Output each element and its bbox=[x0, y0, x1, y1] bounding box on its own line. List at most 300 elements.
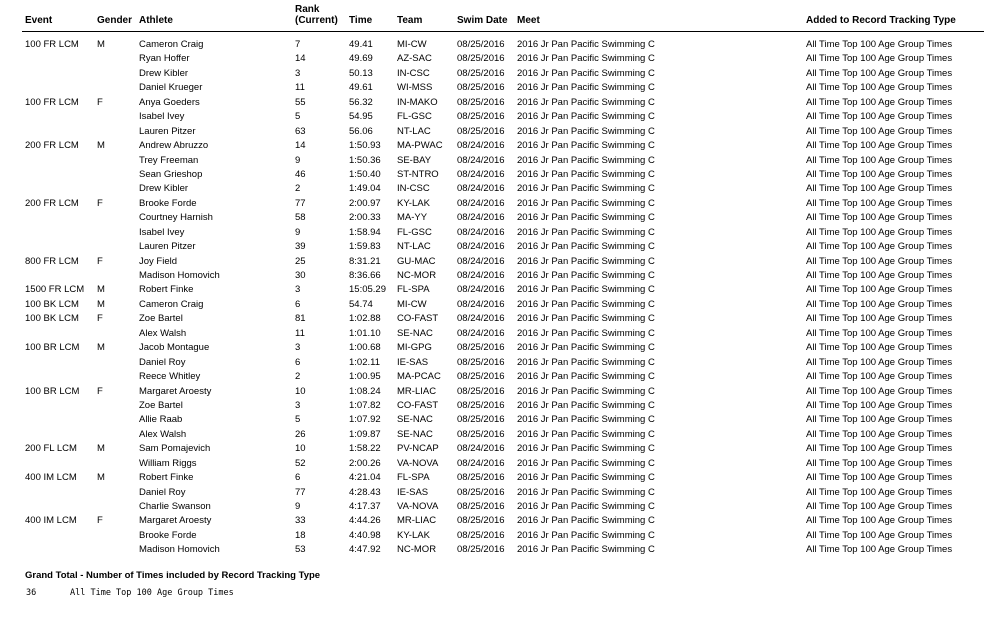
athlete-cell: Allie Raab bbox=[139, 414, 183, 426]
time-cell: 49.69 bbox=[349, 53, 373, 65]
event-cell: 100 BK LCM bbox=[25, 298, 79, 310]
record-type-cell: All Time Top 100 Age Group Times bbox=[806, 529, 953, 541]
gender-cell: M bbox=[97, 284, 105, 296]
swim-date-cell: 08/24/2016 bbox=[457, 168, 505, 180]
team-cell: SE-BAY bbox=[397, 154, 432, 166]
record-type-cell: All Time Top 100 Age Group Times bbox=[806, 212, 953, 224]
header-team: Team bbox=[397, 15, 423, 26]
meet-cell: 2016 Jr Pan Pacific Swimming C bbox=[517, 443, 655, 455]
team-cell: PV-NCAP bbox=[397, 443, 439, 455]
athlete-cell: Madison Homovich bbox=[139, 544, 220, 556]
swim-date-cell: 08/24/2016 bbox=[457, 284, 505, 296]
team-cell: IN-CSC bbox=[397, 67, 430, 79]
time-cell: 1:07.82 bbox=[349, 399, 381, 411]
swim-date-cell: 08/24/2016 bbox=[457, 270, 505, 281]
gender-cell: M bbox=[97, 443, 105, 455]
team-cell: IN-CSC bbox=[397, 183, 430, 195]
athlete-cell: Drew Kibler bbox=[139, 67, 189, 79]
team-cell: IE-SAS bbox=[397, 356, 429, 368]
record-type-cell: All Time Top 100 Age Group Times bbox=[806, 140, 953, 152]
table-row bbox=[0, 139, 996, 153]
rank-cell: 11 bbox=[295, 327, 305, 339]
rank-cell: 5 bbox=[295, 111, 301, 123]
rank-cell: 77 bbox=[295, 486, 306, 498]
time-cell: 1:50.40 bbox=[349, 168, 381, 180]
time-cell: 56.32 bbox=[349, 96, 373, 108]
athlete-cell: Zoe Bartel bbox=[139, 399, 183, 411]
rank-cell: 30 bbox=[295, 270, 306, 281]
table-row bbox=[0, 514, 996, 528]
time-cell: 2:00.26 bbox=[349, 457, 381, 469]
time-cell: 1:50.93 bbox=[349, 140, 381, 152]
record-type-cell: All Time Top 100 Age Group Times bbox=[806, 356, 953, 368]
team-cell: NT-LAC bbox=[397, 241, 431, 253]
table-row bbox=[0, 500, 996, 514]
swim-date-cell: 08/24/2016 bbox=[457, 313, 505, 325]
team-cell: CO-FAST bbox=[397, 399, 439, 411]
event-cell: 200 FL LCM bbox=[25, 443, 77, 455]
grand-total-count: 36 bbox=[26, 588, 37, 598]
gender-cell: F bbox=[97, 96, 103, 108]
record-type-cell: All Time Top 100 Age Group Times bbox=[806, 241, 953, 253]
meet-cell: 2016 Jr Pan Pacific Swimming C bbox=[517, 371, 655, 383]
time-cell: 1:59.83 bbox=[349, 241, 381, 253]
table-row bbox=[0, 52, 996, 66]
time-cell: 2:00.97 bbox=[349, 197, 381, 209]
time-cell: 1:09.87 bbox=[349, 428, 381, 440]
record-type-cell: All Time Top 100 Age Group Times bbox=[806, 472, 953, 484]
meet-cell: 2016 Jr Pan Pacific Swimming C bbox=[517, 327, 655, 339]
team-cell: AZ-SAC bbox=[397, 53, 432, 65]
time-cell: 54.95 bbox=[349, 111, 373, 123]
team-cell: FL-SPA bbox=[397, 472, 430, 484]
table-row bbox=[0, 543, 996, 557]
event-cell: 100 BR LCM bbox=[25, 385, 80, 397]
grand-total-type: All Time Top 100 Age Group Times bbox=[70, 588, 234, 598]
athlete-cell: Charlie Swanson bbox=[139, 501, 211, 512]
record-type-cell: All Time Top 100 Age Group Times bbox=[806, 154, 953, 166]
table-row bbox=[0, 312, 996, 326]
record-type-cell: All Time Top 100 Age Group Times bbox=[806, 226, 953, 238]
meet-cell: 2016 Jr Pan Pacific Swimming C bbox=[517, 428, 655, 440]
rank-cell: 10 bbox=[295, 385, 306, 397]
record-type-cell: All Time Top 100 Age Group Times bbox=[806, 270, 953, 281]
team-cell: CO-FAST bbox=[397, 313, 439, 325]
record-type-cell: All Time Top 100 Age Group Times bbox=[806, 197, 953, 209]
team-cell: SE-NAC bbox=[397, 414, 433, 426]
time-cell: 1:00.95 bbox=[349, 371, 381, 383]
team-cell: MA-YY bbox=[397, 212, 428, 224]
swim-date-cell: 08/25/2016 bbox=[457, 342, 505, 354]
team-cell: KY-LAK bbox=[397, 197, 430, 209]
swim-date-cell: 08/25/2016 bbox=[457, 53, 505, 65]
time-cell: 1:02.11 bbox=[349, 356, 380, 368]
swim-date-cell: 08/25/2016 bbox=[457, 399, 505, 411]
rank-cell: 7 bbox=[295, 39, 301, 50]
swim-date-cell: 08/24/2016 bbox=[457, 154, 505, 166]
rank-cell: 81 bbox=[295, 313, 306, 325]
team-cell: IN-MAKO bbox=[397, 96, 438, 108]
time-cell: 4:40.98 bbox=[349, 529, 381, 541]
swim-date-cell: 08/25/2016 bbox=[457, 125, 505, 137]
meet-cell: 2016 Jr Pan Pacific Swimming C bbox=[517, 212, 655, 224]
record-type-cell: All Time Top 100 Age Group Times bbox=[806, 67, 953, 79]
table-row bbox=[0, 283, 996, 297]
meet-cell: 2016 Jr Pan Pacific Swimming C bbox=[517, 226, 655, 238]
time-cell: 8:36.66 bbox=[349, 270, 381, 281]
team-cell: MI-CW bbox=[397, 39, 427, 50]
table-row bbox=[0, 529, 996, 543]
gender-cell: M bbox=[97, 298, 105, 310]
table-row bbox=[0, 341, 996, 355]
time-cell: 56.06 bbox=[349, 125, 373, 137]
time-cell: 1:49.04 bbox=[349, 183, 381, 195]
rank-cell: 46 bbox=[295, 168, 306, 180]
meet-cell: 2016 Jr Pan Pacific Swimming C bbox=[517, 544, 655, 556]
athlete-cell: Cameron Craig bbox=[139, 298, 204, 310]
swim-date-cell: 08/25/2016 bbox=[457, 96, 505, 108]
rank-cell: 3 bbox=[295, 67, 301, 79]
meet-cell: 2016 Jr Pan Pacific Swimming C bbox=[517, 183, 655, 195]
header-record-tracking-type: Added to Record Tracking Type bbox=[806, 15, 956, 26]
meet-cell: 2016 Jr Pan Pacific Swimming C bbox=[517, 529, 655, 541]
swim-date-cell: 08/24/2016 bbox=[457, 140, 505, 152]
record-type-cell: All Time Top 100 Age Group Times bbox=[806, 53, 953, 65]
gender-cell: M bbox=[97, 140, 105, 152]
meet-cell: 2016 Jr Pan Pacific Swimming C bbox=[517, 168, 655, 180]
team-cell: VA-NOVA bbox=[397, 501, 439, 512]
athlete-cell: Robert Finke bbox=[139, 284, 194, 296]
record-type-cell: All Time Top 100 Age Group Times bbox=[806, 284, 953, 296]
rank-cell: 55 bbox=[295, 96, 306, 108]
record-type-cell: All Time Top 100 Age Group Times bbox=[806, 111, 953, 123]
gender-cell: M bbox=[97, 39, 105, 50]
table-row bbox=[0, 240, 996, 254]
swim-date-cell: 08/25/2016 bbox=[457, 82, 505, 94]
athlete-cell: Margaret Aroesty bbox=[139, 515, 212, 527]
time-cell: 4:47.92 bbox=[349, 544, 381, 556]
swim-date-cell: 08/24/2016 bbox=[457, 298, 505, 310]
time-cell: 2:00.33 bbox=[349, 212, 381, 224]
event-cell: 400 IM LCM bbox=[25, 515, 77, 527]
swim-date-cell: 08/24/2016 bbox=[457, 457, 505, 469]
athlete-cell: Daniel Roy bbox=[139, 486, 186, 498]
athlete-cell: Isabel Ivey bbox=[139, 226, 185, 238]
swim-date-cell: 08/25/2016 bbox=[457, 414, 505, 426]
athlete-cell: Lauren Pitzer bbox=[139, 125, 196, 137]
time-cell: 8:31.21 bbox=[349, 255, 381, 267]
rank-cell: 52 bbox=[295, 457, 306, 469]
gender-cell: M bbox=[97, 472, 105, 484]
athlete-cell: Sean Grieshop bbox=[139, 168, 203, 180]
rank-cell: 2 bbox=[295, 371, 301, 383]
table-row bbox=[0, 125, 996, 139]
swim-date-cell: 08/25/2016 bbox=[457, 472, 505, 484]
swim-date-cell: 08/25/2016 bbox=[457, 371, 505, 383]
rank-cell: 14 bbox=[295, 140, 306, 152]
gender-cell: F bbox=[97, 385, 103, 397]
meet-cell: 2016 Jr Pan Pacific Swimming C bbox=[517, 472, 655, 484]
table-row bbox=[0, 327, 996, 341]
meet-cell: 2016 Jr Pan Pacific Swimming C bbox=[517, 140, 655, 152]
meet-cell: 2016 Jr Pan Pacific Swimming C bbox=[517, 154, 655, 166]
team-cell: ST-NTRO bbox=[397, 168, 439, 180]
time-cell: 4:28.43 bbox=[349, 486, 381, 498]
athlete-cell: Zoe Bartel bbox=[139, 313, 183, 325]
record-type-cell: All Time Top 100 Age Group Times bbox=[806, 414, 953, 426]
event-cell: 200 FR LCM bbox=[25, 197, 79, 209]
athlete-cell: Robert Finke bbox=[139, 472, 194, 484]
meet-cell: 2016 Jr Pan Pacific Swimming C bbox=[517, 385, 655, 397]
meet-cell: 2016 Jr Pan Pacific Swimming C bbox=[517, 356, 655, 368]
meet-cell: 2016 Jr Pan Pacific Swimming C bbox=[517, 255, 655, 267]
event-cell: 800 FR LCM bbox=[25, 255, 79, 267]
record-type-cell: All Time Top 100 Age Group Times bbox=[806, 183, 953, 195]
record-type-cell: All Time Top 100 Age Group Times bbox=[806, 544, 953, 556]
athlete-cell: Margaret Aroesty bbox=[139, 385, 212, 397]
header-event: Event bbox=[25, 15, 53, 26]
gender-cell: F bbox=[97, 197, 103, 209]
table-row bbox=[0, 38, 996, 52]
athlete-cell: Alex Walsh bbox=[139, 327, 187, 339]
team-cell: MA-PCAC bbox=[397, 371, 441, 383]
rank-cell: 9 bbox=[295, 501, 301, 512]
time-cell: 49.41 bbox=[349, 39, 373, 50]
table-row bbox=[0, 399, 996, 413]
swim-date-cell: 08/24/2016 bbox=[457, 212, 505, 224]
swim-date-cell: 08/25/2016 bbox=[457, 39, 505, 50]
meet-cell: 2016 Jr Pan Pacific Swimming C bbox=[517, 96, 655, 108]
team-cell: MA-PWAC bbox=[397, 140, 443, 152]
gender-cell: F bbox=[97, 515, 103, 527]
record-type-cell: All Time Top 100 Age Group Times bbox=[806, 96, 953, 108]
meet-cell: 2016 Jr Pan Pacific Swimming C bbox=[517, 501, 655, 512]
event-cell: 100 BR LCM bbox=[25, 342, 80, 354]
record-type-cell: All Time Top 100 Age Group Times bbox=[806, 125, 953, 137]
team-cell: GU-MAC bbox=[397, 255, 436, 267]
athlete-cell: Joy Field bbox=[139, 255, 178, 267]
event-cell: 1500 FR LCM bbox=[25, 284, 85, 296]
rank-cell: 5 bbox=[295, 414, 301, 426]
table-row bbox=[0, 226, 996, 240]
athlete-cell: William Riggs bbox=[139, 457, 197, 469]
time-cell: 1:01.10 bbox=[349, 327, 381, 339]
team-cell: SE-NAC bbox=[397, 327, 433, 339]
time-cell: 4:21.04 bbox=[349, 472, 381, 484]
gender-cell: M bbox=[97, 342, 105, 354]
team-cell: SE-NAC bbox=[397, 428, 433, 440]
header-time: Time bbox=[349, 15, 373, 26]
table-row bbox=[0, 67, 996, 81]
table-row bbox=[0, 471, 996, 485]
rank-cell: 26 bbox=[295, 428, 306, 440]
team-cell: MR-LIAC bbox=[397, 385, 437, 397]
rank-cell: 6 bbox=[295, 356, 301, 368]
table-row bbox=[0, 211, 996, 225]
meet-cell: 2016 Jr Pan Pacific Swimming C bbox=[517, 414, 655, 426]
meet-cell: 2016 Jr Pan Pacific Swimming C bbox=[517, 486, 655, 498]
record-type-cell: All Time Top 100 Age Group Times bbox=[806, 255, 953, 267]
team-cell: FL-GSC bbox=[397, 226, 432, 238]
time-cell: 1:00.68 bbox=[349, 342, 381, 354]
swim-date-cell: 08/24/2016 bbox=[457, 183, 505, 195]
record-type-cell: All Time Top 100 Age Group Times bbox=[806, 428, 953, 440]
athlete-cell: Brooke Forde bbox=[139, 529, 197, 541]
rank-cell: 18 bbox=[295, 529, 306, 541]
swim-date-cell: 08/24/2016 bbox=[457, 241, 505, 253]
event-cell: 100 FR LCM bbox=[25, 96, 79, 108]
swim-date-cell: 08/25/2016 bbox=[457, 385, 505, 397]
table-row bbox=[0, 385, 996, 399]
table-row bbox=[0, 298, 996, 312]
athlete-cell: Daniel Krueger bbox=[139, 82, 203, 94]
meet-cell: 2016 Jr Pan Pacific Swimming C bbox=[517, 457, 655, 469]
swim-date-cell: 08/25/2016 bbox=[457, 486, 505, 498]
swim-date-cell: 08/24/2016 bbox=[457, 255, 505, 267]
record-type-cell: All Time Top 100 Age Group Times bbox=[806, 515, 953, 527]
rank-cell: 33 bbox=[295, 515, 306, 527]
team-cell: MI-CW bbox=[397, 298, 427, 310]
swim-date-cell: 08/24/2016 bbox=[457, 327, 505, 339]
meet-cell: 2016 Jr Pan Pacific Swimming C bbox=[517, 125, 655, 137]
meet-cell: 2016 Jr Pan Pacific Swimming C bbox=[517, 515, 655, 527]
table-row bbox=[0, 269, 996, 283]
swim-date-cell: 08/25/2016 bbox=[457, 515, 505, 527]
athlete-cell: Andrew Abruzzo bbox=[139, 140, 209, 152]
athlete-cell: Madison Homovich bbox=[139, 270, 220, 281]
record-type-cell: All Time Top 100 Age Group Times bbox=[806, 82, 953, 94]
rank-cell: 11 bbox=[295, 82, 305, 94]
athlete-cell: Courtney Harnish bbox=[139, 212, 213, 224]
record-type-cell: All Time Top 100 Age Group Times bbox=[806, 313, 953, 325]
record-type-cell: All Time Top 100 Age Group Times bbox=[806, 501, 953, 512]
time-cell: 1:02.88 bbox=[349, 313, 381, 325]
time-cell: 4:44.26 bbox=[349, 515, 381, 527]
table-row bbox=[0, 428, 996, 442]
team-cell: KY-LAK bbox=[397, 529, 430, 541]
time-cell: 15:05.29 bbox=[349, 284, 386, 296]
table-row bbox=[0, 81, 996, 95]
rank-cell: 6 bbox=[295, 472, 301, 484]
event-cell: 100 BK LCM bbox=[25, 313, 79, 325]
table-row bbox=[0, 486, 996, 500]
header-rank-current: (Current) bbox=[295, 15, 338, 26]
meet-cell: 2016 Jr Pan Pacific Swimming C bbox=[517, 298, 655, 310]
time-cell: 1:58.22 bbox=[349, 443, 381, 455]
swim-date-cell: 08/24/2016 bbox=[457, 443, 505, 455]
team-cell: NT-LAC bbox=[397, 125, 431, 137]
rank-cell: 39 bbox=[295, 241, 306, 253]
time-cell: 1:08.24 bbox=[349, 385, 381, 397]
table-row bbox=[0, 413, 996, 427]
meet-cell: 2016 Jr Pan Pacific Swimming C bbox=[517, 82, 655, 94]
athlete-cell: Ryan Hoffer bbox=[139, 53, 190, 65]
team-cell: MR-LIAC bbox=[397, 515, 437, 527]
athlete-cell: Cameron Craig bbox=[139, 39, 204, 50]
athlete-cell: Drew Kibler bbox=[139, 183, 189, 195]
rank-cell: 63 bbox=[295, 125, 306, 137]
rank-cell: 10 bbox=[295, 443, 306, 455]
time-cell: 1:07.92 bbox=[349, 414, 381, 426]
meet-cell: 2016 Jr Pan Pacific Swimming C bbox=[517, 313, 655, 325]
time-cell: 50.13 bbox=[349, 67, 373, 79]
meet-cell: 2016 Jr Pan Pacific Swimming C bbox=[517, 270, 655, 281]
athlete-cell: Trey Freeman bbox=[139, 154, 199, 166]
rank-cell: 9 bbox=[295, 154, 301, 166]
swim-date-cell: 08/24/2016 bbox=[457, 226, 505, 238]
record-type-cell: All Time Top 100 Age Group Times bbox=[806, 371, 953, 383]
team-cell: FL-SPA bbox=[397, 284, 430, 296]
table-row bbox=[0, 182, 996, 196]
meet-cell: 2016 Jr Pan Pacific Swimming C bbox=[517, 241, 655, 253]
table-row bbox=[0, 255, 996, 269]
time-cell: 54.74 bbox=[349, 298, 373, 310]
rank-cell: 2 bbox=[295, 183, 301, 195]
time-cell: 4:17.37 bbox=[349, 501, 381, 512]
team-cell: WI-MSS bbox=[397, 82, 433, 94]
record-type-cell: All Time Top 100 Age Group Times bbox=[806, 342, 953, 354]
swim-date-cell: 08/25/2016 bbox=[457, 428, 505, 440]
meet-cell: 2016 Jr Pan Pacific Swimming C bbox=[517, 53, 655, 65]
table-row bbox=[0, 457, 996, 471]
swim-date-cell: 08/25/2016 bbox=[457, 67, 505, 79]
header-athlete: Athlete bbox=[139, 15, 173, 26]
meet-cell: 2016 Jr Pan Pacific Swimming C bbox=[517, 284, 655, 296]
header-gender: Gender bbox=[97, 15, 133, 26]
event-cell: 200 FR LCM bbox=[25, 140, 79, 152]
athlete-cell: Anya Goeders bbox=[139, 96, 200, 108]
record-type-cell: All Time Top 100 Age Group Times bbox=[806, 399, 953, 411]
rank-cell: 9 bbox=[295, 226, 301, 238]
table-row bbox=[0, 168, 996, 182]
table-row bbox=[0, 370, 996, 384]
table-row bbox=[0, 110, 996, 124]
gender-cell: F bbox=[97, 255, 103, 267]
grand-total-label: Grand Total - Number of Times included by Record Tracking Type bbox=[25, 570, 321, 581]
time-cell: 1:50.36 bbox=[349, 154, 381, 166]
record-type-cell: All Time Top 100 Age Group Times bbox=[806, 168, 953, 180]
rank-cell: 25 bbox=[295, 255, 306, 267]
athlete-cell: Jacob Montague bbox=[139, 342, 210, 354]
meet-cell: 2016 Jr Pan Pacific Swimming C bbox=[517, 67, 655, 79]
record-type-cell: All Time Top 100 Age Group Times bbox=[806, 327, 953, 339]
header-rank: Rank bbox=[295, 4, 320, 15]
athlete-cell: Reece Whitley bbox=[139, 371, 201, 383]
team-cell: IE-SAS bbox=[397, 486, 429, 498]
rank-cell: 3 bbox=[295, 342, 301, 354]
header-meet: Meet bbox=[517, 15, 540, 26]
event-cell: 100 FR LCM bbox=[25, 39, 79, 50]
record-type-cell: All Time Top 100 Age Group Times bbox=[806, 486, 953, 498]
rank-cell: 3 bbox=[295, 399, 301, 411]
swim-date-cell: 08/25/2016 bbox=[457, 529, 505, 541]
team-cell: VA-NOVA bbox=[397, 457, 439, 469]
meet-cell: 2016 Jr Pan Pacific Swimming C bbox=[517, 39, 655, 50]
table-row bbox=[0, 96, 996, 110]
event-cell: 400 IM LCM bbox=[25, 472, 77, 484]
athlete-cell: Alex Walsh bbox=[139, 428, 187, 440]
team-cell: NC-MOR bbox=[397, 544, 437, 556]
header-swim-date: Swim Date bbox=[457, 15, 508, 26]
team-cell: NC-MOR bbox=[397, 270, 437, 281]
meet-cell: 2016 Jr Pan Pacific Swimming C bbox=[517, 399, 655, 411]
header-divider bbox=[22, 31, 984, 32]
meet-cell: 2016 Jr Pan Pacific Swimming C bbox=[517, 197, 655, 209]
results-table-body bbox=[0, 38, 996, 558]
record-type-cell: All Time Top 100 Age Group Times bbox=[806, 443, 953, 455]
athlete-cell: Lauren Pitzer bbox=[139, 241, 196, 253]
record-type-cell: All Time Top 100 Age Group Times bbox=[806, 39, 953, 50]
